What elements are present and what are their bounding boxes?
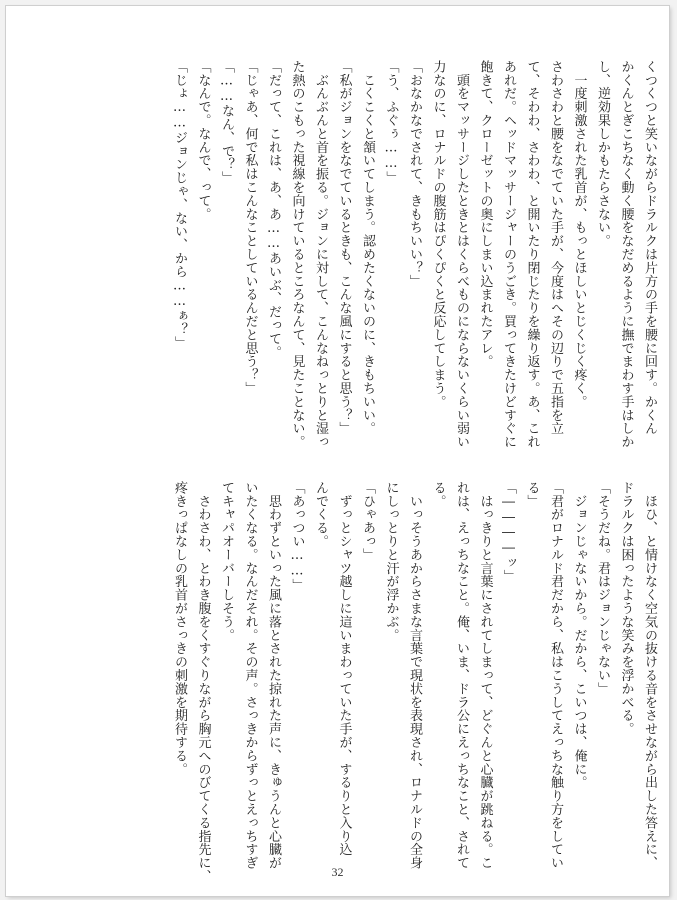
text-line: ドラルクは困ったような笑みを浮かべる。: [618, 481, 634, 736]
page-number: 32: [331, 865, 344, 879]
text-line: くつくつと笑いながらドラルクは片方の手を腰に回す。かくん: [642, 60, 657, 436]
text-line: 「じょ……ジョンじゃ、ない、から……ぁ？」: [172, 60, 187, 350]
text-line: にしっとりと汗が浮かぶ。: [383, 481, 399, 642]
text-line: し、逆効果しかもたらさない。: [595, 60, 610, 248]
text-line: 力なのに、ロナルドの腹筋はぴくぴくと反応してしまう。: [430, 60, 446, 409]
text-line: 「ひゃあっ」: [360, 481, 375, 562]
text-line: ぶんぶんと首を振る。ジョンに対して、こんなねっとりと湿っ: [313, 60, 328, 449]
text-line: 「あっつい……」: [289, 481, 305, 593]
text-line: れは、えっちなこと。俺、いま、ドラ公にえっちなこと、されて: [454, 481, 469, 870]
text-line: ずっとシャツ越しに這いまわっていた手が、するりと入り込: [336, 481, 352, 857]
text-line: かくんとぎこちなく動く腰をなだめるように撫でまわす手はしか: [618, 60, 634, 449]
text-line: はっきりと言葉にされてしまって、どぐんと心臓が跳ねる。こ: [477, 481, 493, 870]
text-line: 「じゃあ、何で私はこんなことしているんだと思う？」: [242, 60, 258, 395]
text-line: 「う、ふぐぅ……」: [383, 60, 399, 185]
text-line: 「だって、これは、あ、あ……あいぶ、だって。: [266, 60, 281, 359]
text-line: 「そうだね。君はジョンじゃない」: [595, 481, 610, 696]
book-page: [6, 6, 669, 896]
text-line: る。: [430, 481, 446, 508]
text-line: 疼きっぱなしの乳首がさっきの刺激を期待する。: [172, 481, 187, 776]
text-line: こくこくと頷いてしまう。認めたくないのに、きもちいい。: [360, 60, 375, 436]
text-line: 「私がジョンをなでているときも、こんな風にすると思う？」: [336, 60, 352, 436]
text-line: さわさわと腰をなでていた手が、今度はへその辺りで五指を立: [548, 60, 563, 436]
text-line: 思わずといった風に落とされた掠れた声に、きゅうんと心臓が: [266, 481, 281, 870]
text-line: ジョンじゃないから。だから、こいつは、俺に。: [571, 481, 587, 790]
text-line: んでくる。: [313, 481, 328, 548]
text-line: 「――――ッ」: [501, 481, 516, 583]
text-line: あれだ。ヘッドマッサージャーのうごき。買ってきたけどすぐに: [501, 60, 516, 449]
text-line: いたくなる。なんだそれ。その声。さっきからずっとえっちすぎ: [242, 481, 258, 870]
upper-text-block: [168, 60, 662, 480]
text-line: 一度刺激された乳首が、もっとほしいとじくじく疼く。: [571, 60, 587, 409]
text-line: 「おなかなでされて、きもちいい？」: [407, 60, 422, 288]
text-line: てキャパオーバーしそう。: [219, 481, 234, 642]
text-line: た熱のこもった視線を向けているところなんて、見たことない。: [289, 60, 305, 449]
text-line: る」: [524, 481, 540, 508]
text-line: ほひ、と情けなく空気の抜ける音をさせながら出した答えに、: [642, 481, 657, 870]
text-line: 頭をマッサージしたときとはくらべものにならないくらい弱い: [454, 60, 469, 449]
text-line: 「……なん、で？」: [219, 60, 234, 185]
text-line: 「なんで。なんで、って。: [195, 60, 211, 221]
text-line: 「君がロナルド君だから、私はこうしてえっちな触り方をしてい: [548, 481, 563, 870]
text-line: 飽きて、クローゼットの奥にしまい込まれたアレ。: [477, 60, 493, 369]
text-line: いっそうあからさまな言葉で現状を表現され、ロナルドの全身: [407, 481, 422, 870]
text-line: さわさわ、とわき腹をくすぐりながら胸元へのびてくる指先に、: [195, 481, 211, 883]
text-line: て、そわわ、さわわ、と開いたり閉じたりを繰り返す。あ、これ: [524, 60, 540, 449]
